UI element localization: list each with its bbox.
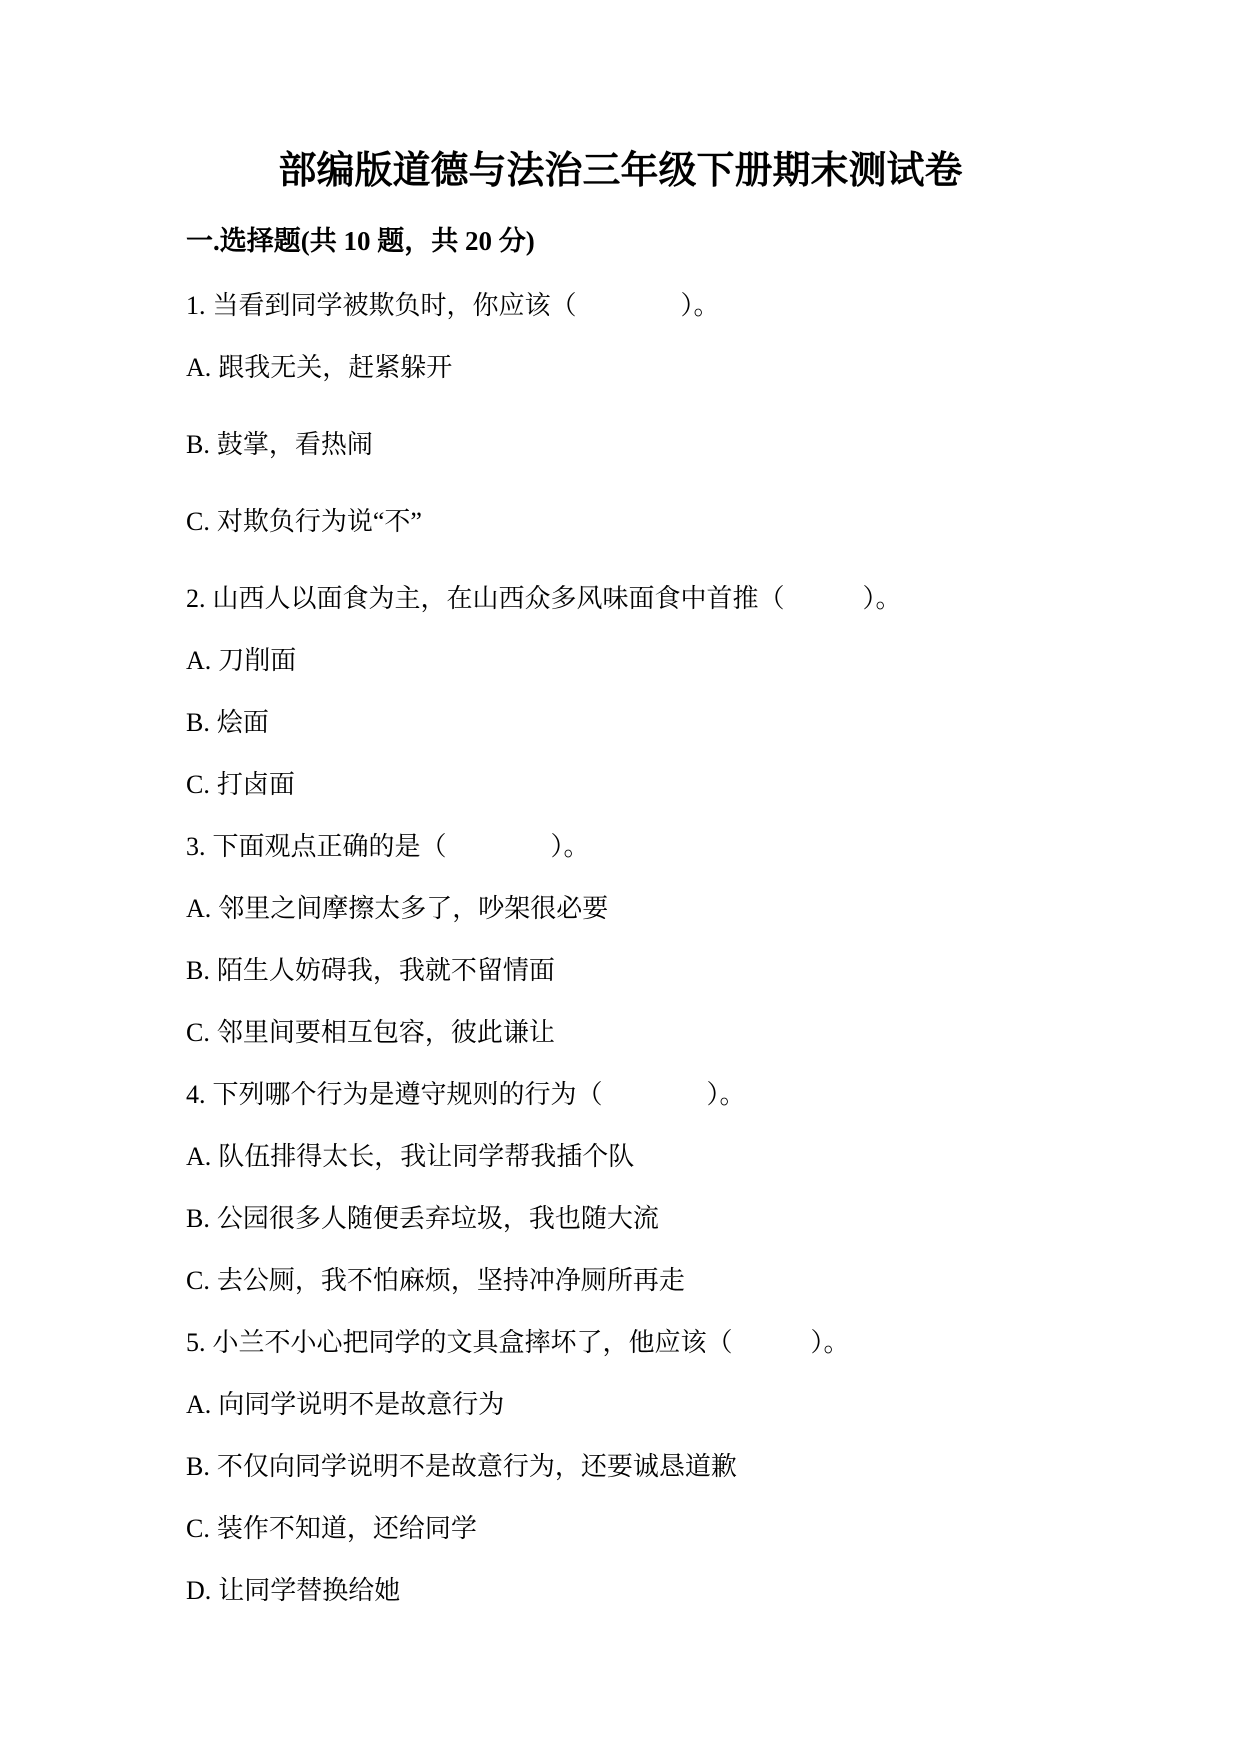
- question-block: [0, 831, 1241, 1049]
- question-block: [0, 290, 1241, 538]
- option-row: [186, 506, 1151, 538]
- question-body: 当看到同学被欺负时，你应该（ ）。: [212, 291, 720, 320]
- question-block: [0, 583, 1241, 801]
- option-letter: A.: [186, 1142, 212, 1171]
- option-row: [186, 352, 1151, 384]
- option-letter: C.: [186, 1514, 210, 1543]
- option-text: 不仅向同学说明不是故意行为，还要诚恳道歉: [216, 1452, 737, 1481]
- option-text: 对欺负行为说“不”: [216, 507, 422, 536]
- question-text: [186, 583, 1151, 615]
- questions-list: [0, 290, 1241, 1607]
- option-letter: B.: [186, 1452, 210, 1481]
- option-letter: B.: [186, 430, 210, 459]
- question-number: 1.: [186, 291, 206, 320]
- option-text: 让同学替换给她: [218, 1576, 401, 1605]
- option-letter: A.: [186, 646, 212, 675]
- option-text: 邻里间要相互包容，彼此谦让: [216, 1018, 555, 1047]
- option-text: 跟我无关，赶紧躲开: [218, 353, 453, 382]
- option-text: 打卤面: [216, 770, 295, 799]
- option-letter: C.: [186, 770, 210, 799]
- option-text: 邻里之间摩擦太多了，吵架很必要: [218, 894, 609, 923]
- question-body: 小兰不小心把同学的文具盒摔坏了，他应该（ ）。: [212, 1328, 850, 1357]
- option-text: 烩面: [216, 708, 269, 737]
- question-number: 2.: [186, 584, 206, 613]
- option-row: [186, 1141, 1151, 1173]
- option-letter: C.: [186, 1018, 210, 1047]
- section-heading: 一.选择题(共 10 题，共 20 分): [186, 226, 535, 256]
- question-text: [186, 1327, 1151, 1359]
- question-block: [0, 1079, 1241, 1297]
- option-row: [186, 1451, 1151, 1483]
- option-row: [186, 1513, 1151, 1545]
- option-text: 装作不知道，还给同学: [216, 1514, 477, 1543]
- option-text: 向同学说明不是故意行为: [218, 1390, 505, 1419]
- option-text: 队伍排得太长，我让同学帮我插个队: [218, 1142, 635, 1171]
- option-row: [186, 893, 1151, 925]
- option-letter: C.: [186, 1266, 210, 1295]
- option-row: [186, 707, 1151, 739]
- question-body: 下面观点正确的是（ ）。: [212, 832, 590, 861]
- question-text: [186, 831, 1151, 863]
- option-text: 去公厕，我不怕麻烦，坚持冲净厕所再走: [216, 1266, 685, 1295]
- option-letter: A.: [186, 1390, 212, 1419]
- option-row: [186, 1575, 1151, 1607]
- option-text: 鼓掌，看热闹: [216, 430, 373, 459]
- option-letter: B.: [186, 708, 210, 737]
- question-body: 山西人以面食为主，在山西众多风味面食中首推（ ）。: [212, 584, 902, 613]
- option-letter: C.: [186, 507, 210, 536]
- option-row: [186, 1017, 1151, 1049]
- question-number: 4.: [186, 1080, 206, 1109]
- question-body: 下列哪个行为是遵守规则的行为（ ）。: [212, 1080, 746, 1109]
- option-row: [186, 1203, 1151, 1235]
- option-letter: A.: [186, 894, 212, 923]
- option-letter: B.: [186, 956, 210, 985]
- question-block: [0, 1327, 1241, 1607]
- option-letter: D.: [186, 1576, 212, 1605]
- option-text: 刀削面: [218, 646, 297, 675]
- option-row: [186, 645, 1151, 677]
- question-number: 5.: [186, 1328, 206, 1357]
- page-title: 部编版道德与法治三年级下册期末测试卷: [278, 150, 963, 192]
- option-letter: A.: [186, 353, 212, 382]
- option-row: [186, 429, 1151, 461]
- option-row: [186, 1265, 1151, 1297]
- question-text: [186, 290, 1151, 322]
- question-number: 3.: [186, 832, 206, 861]
- option-text: 陌生人妨碍我，我就不留情面: [216, 956, 555, 985]
- option-row: [186, 769, 1151, 801]
- option-row: [186, 1389, 1151, 1421]
- question-text: [186, 1079, 1151, 1111]
- option-text: 公园很多人随便丢弃垃圾，我也随大流: [216, 1204, 659, 1233]
- option-row: [186, 955, 1151, 987]
- option-letter: B.: [186, 1204, 210, 1233]
